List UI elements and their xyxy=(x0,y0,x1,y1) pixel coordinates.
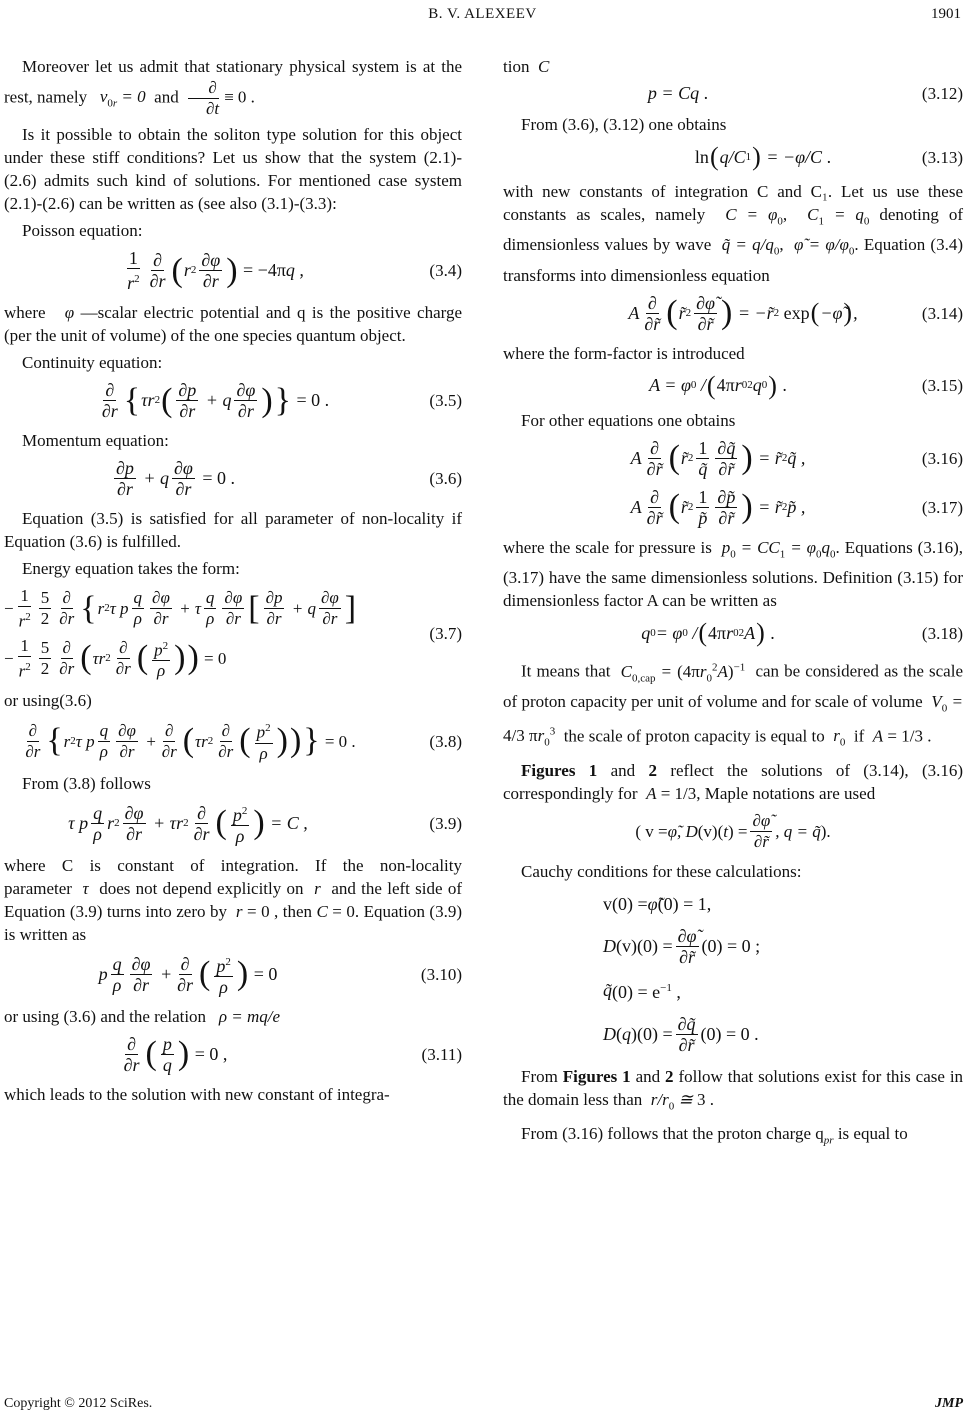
equation-3-10: p $\frac{q}{\rho}$ $\frac{\partial\varphi}{\partial r}$ + $\frac{\partial}{\partial r}$ ( $\frac{p^2}{\rho}$ ) = 0 (3.10) xyxy=(98,953,462,997)
paragraph: where the scale for pressure is $p_0 = CC_1 = \varphi_0q_0$. Equations (3.16), (3.17) have the same dimensionless solutions. Definition (3.15) for dimensionless factor A can be written as xyxy=(503,537,964,611)
copyright-notice: Copyright © 2012 SciRes. xyxy=(4,1396,153,1411)
equation-3-12: p = Cq . (3.12) xyxy=(647,83,963,103)
cauchy-condition: v(0) = φ̃ (0) = 1, xyxy=(603,893,712,914)
paragraph: tion C xyxy=(503,57,550,76)
section-label: Continuity equation: xyxy=(22,353,163,372)
paragraph: which leads to the solution with new constant of integra- xyxy=(4,1084,390,1104)
cauchy-condition: D (v)(0) = $\frac{\partial\varphĩ}{\partial r̃}$ (0) = 0 ; xyxy=(603,925,761,967)
page-number: 1901 xyxy=(931,6,961,22)
right-column xyxy=(503,55,963,1156)
paragraph: or using (3.6) and the relation ρ = mq/e xyxy=(4,1006,280,1026)
footer xyxy=(4,1396,963,1412)
paragraph: or using(3.6) xyxy=(4,691,92,711)
paragraph: From (3.16) follows that the proton charge $q_{pr}$ is equal to xyxy=(521,1124,908,1147)
equation-3-16: A $\frac{\partial}{\partial r̃}$ ( r̃ 2 $\frac{1}{q̃}$ $\frac{\partial q̃}{\partial r̃}$ ) = r̃ 2 q̃ , (3.16) xyxy=(630,437,963,479)
equation-3-8: $\frac{\partial}{\partial r}$ { r 2 τ p $\frac{q}{\rho}$ $\frac{\partial\varphi}{\partial r}$ + $\frac{\partial}{\partial r}$ ( τr 2 $\frac{\partial}{\partial r}$ ( $\frac{p^2}{\rho}$ ) ) } = 0 . (3.8) xyxy=(4,718,462,764)
equation-3-4: $\frac{1}{r^2}$ $\frac{\partial}{\partial r}$ ( r 2 $\frac{\partial\varphi}{\partial r}$ ) = −4π q , (3.4) xyxy=(127,248,462,293)
equation-3-13: ln ( q/C 1 ) = −φ/C . (3.13) xyxy=(694,142,963,171)
section-label: Poisson equation: xyxy=(22,221,143,240)
left-column xyxy=(4,55,462,1110)
equation-3-18: q 0 = φ 0 / ( 4π r 0 2 A ) . (3.18) xyxy=(641,618,963,648)
section-label: Energy equation takes the form: xyxy=(22,559,240,578)
paragraph: where C is constant of integration. If the non-locality parameter τ does not depend explicitly on r and the left side of Equation (3.9) turns into zero by r = 0 , then C = 0. Equation (3.9) is written as xyxy=(4,855,463,944)
equation-3-11: $\frac{\partial}{\partial r}$ ( $\frac{p}{q}$ ) = 0 , (3.11) xyxy=(123,1033,462,1075)
equation-3-15: A = φ 0 / ( 4π r 0 2 q 0 ) . (3.15) xyxy=(649,370,963,400)
paragraph: where the form-factor is introduced xyxy=(503,343,745,363)
paragraph: Equation (3.5) is satisfied for all parameter of non-locality if Equation (3.6) is fulfilled. xyxy=(4,509,462,551)
paragraph: Is it possible to obtain the soliton type solution for this object under these stiff conditions? Let us show that the system (2.1)-(2.6) admits such kind of solutions. For mentioned case system (2.1)-(2.6) can be written as (see also (3.1)-(3.3): xyxy=(4,125,462,213)
equation-3-5: $\frac{\partial}{\partial r}$ { τr 2 ( $\frac{\partial p}{\partial r}$ + q $\frac{\partial\varphi}{\partial r}$ ) } = 0 . (3.5) xyxy=(101,380,462,421)
paragraph: Figures 1 and 2 reflect the solutions of (3.14), (3.16) correspondingly for A = 1/3, Maple notations are used xyxy=(503,760,964,803)
section-label: Momentum equation: xyxy=(22,431,169,450)
cauchy-condition: q̃ $(0) = e^{-1}$ , xyxy=(603,979,681,1002)
journal-abbrev: JMP xyxy=(935,1396,963,1411)
equation-3-17: A $\frac{\partial}{\partial r̃}$ ( r̃ 2 $\frac{1}{p̃}$ $\frac{\partial p̃}{\partial r̃}$ ) = r̃ 2 p̃ , (3.17) xyxy=(630,486,963,528)
cauchy-condition: D ( q )(0) = $\frac{\partial q̃}{\partial r̃}$ (0) = 0 . xyxy=(603,1013,759,1055)
paragraph: where φ —scalar electric potential and q is the positive charge (per the unit of volume) of the one species quantum object. xyxy=(4,303,463,345)
paragraph: From (3.6), (3.12) one obtains xyxy=(521,115,727,134)
running-head-author: B. V. ALEXEEV xyxy=(428,6,537,22)
equation-3-7: − $\frac{1}{r^2}$ $\frac{5}{2}$ $\frac{\partial}{\partial r}$ { r 2 τ p $\frac{q}{\rho}$ $\frac{\partial\varphi}{\partial r}$ + τ $\frac{q}{\rho}$ $\frac{\partial\varphi}{\partial r}$ [ $\frac{\partial p}{\partial r}$ + q $\frac{\partial\varphi}{\partial r}$ ] − $\frac{1}{r^2}$ $\frac{5}{2}$ $\frac{\partial}{\partial r}$ ( τr 2 $\frac{\partial}{\partial r}$ ( $\frac{p^2}{\rho}$ ) ) = 0 (3.7) xyxy=(4,586,462,681)
paragraph: with new constants of integration C and C₁. Let us use these constants as scales, namely $C = \varphi_0$, $C_1 = q_0$ denoting of dimensionless values by wave q̃ = $q/q_0$, φ̃ = $\varphi/\varphi_0$. Equation (3.4) transforms into dimensionless equation xyxy=(503,182,964,285)
paragraph: From (3.8) follows xyxy=(22,773,151,793)
maple-notation: ( v = φ̃, D (v)( t ) = $\frac{\partial\varphĩ}{\partial r̃}$ , q = q̃ ). xyxy=(635,810,831,851)
paragraph: Cauchy conditions for these calculations: xyxy=(521,861,802,881)
paragraph: For other equations one obtains xyxy=(521,410,736,430)
equation-3-9: τ p $\frac{q}{\rho}$ r 2 $\frac{\partial\varphi}{\partial r}$ + τr 2 $\frac{\partial}{\partial r}$ ( $\frac{p^2}{\rho}$ ) = C , (3.9) xyxy=(68,802,462,846)
paragraph: It means that $C_{0,cap} = (4\pi r_0^2A)^{-1}$ can be considered as the scale of proton capacity per unit of volume and for scale of volume $V_0 = 4/3$ $\pi r_0^3$ the scale of proton capacity is equal to $r_0$ if A = 1/3 . xyxy=(503,661,963,749)
paragraph: From Figures 1 and 2 follow that solutions exist for this case in the domain less than $r/r_0$ ≅ 3 . xyxy=(503,1066,964,1113)
equation-3-14: A $\frac{\partial}{\partial r̃}$ ( r̃ 2 $\frac{\partial\varphĩ}{\partial r̃}$ ) = −r̃ 2 exp ( −φ̃ ) , (3.14) xyxy=(628,292,963,334)
equation-3-6: $\frac{\partial p}{\partial r}$ + q $\frac{\partial\varphi}{\partial r}$ = 0 . (3.6) xyxy=(115,458,462,499)
paragraph: Moreover let us admit that stationary physical system is at the rest, namely $v_{0r} = 0$ and $\frac{\partial}{\partial t}$ ≡ 0 . xyxy=(4,57,462,118)
